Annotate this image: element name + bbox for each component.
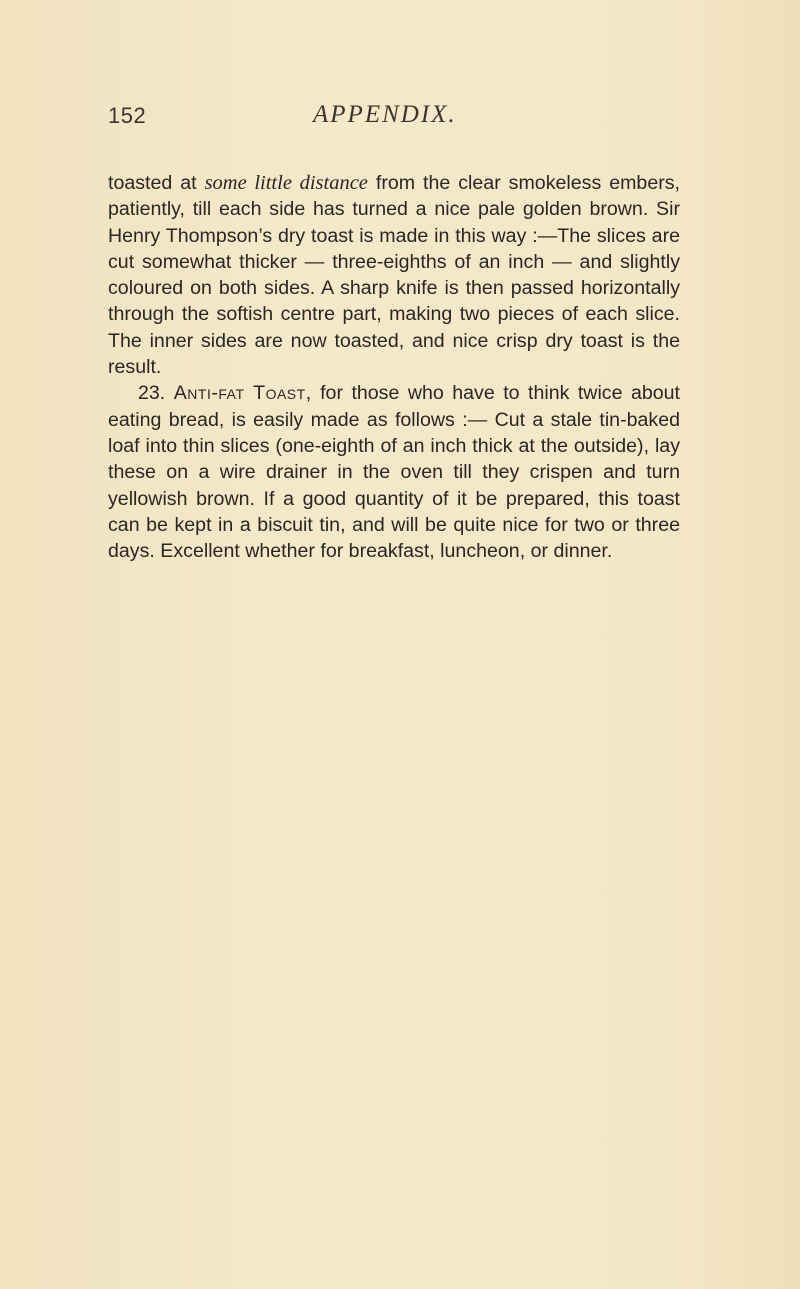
italic-phrase: some little distance: [204, 172, 368, 194]
recipe-heading: Anti-fat Toast,: [173, 382, 312, 405]
paragraph-anti-fat-toast: [108, 380, 680, 564]
paragraph-text: from the clear smokeless embers, patiently, till each side has turned a nice pale golden brown. Sir Henry Thompson’s dry toast is made in this way :—The slices are cut somewhat thicker — three-eighths of an inch — and slightly coloured on both sides. A sharp knife is then passed horizontally through the softish centre part, making two pieces of each slice. The inner sides are now toasted, and nice crisp dry toast is the result.: [108, 172, 680, 379]
paragraph-toast-method: [108, 170, 680, 380]
page-header: [108, 103, 688, 139]
body-text: [108, 170, 680, 564]
paragraph-text: for those who have to think twice about eating bread, is easily made as follows :— Cut a stale tin-baked loaf into thin slices (one-eighth of an inch thick at the outside), lay these on a wire drainer in the oven till they crispen and turn yellowish brown. If a good quantity of it be prepared, this toast can be kept in a biscuit tin, and will be quite nice for two or three days. Excellent whether for breakfast, luncheon, or dinner.: [108, 382, 680, 563]
running-head: APPENDIX.: [313, 101, 457, 128]
recipe-number: 23.: [138, 382, 174, 405]
page-number: 152: [108, 103, 147, 128]
paragraph-lead: toasted at: [108, 172, 205, 194]
